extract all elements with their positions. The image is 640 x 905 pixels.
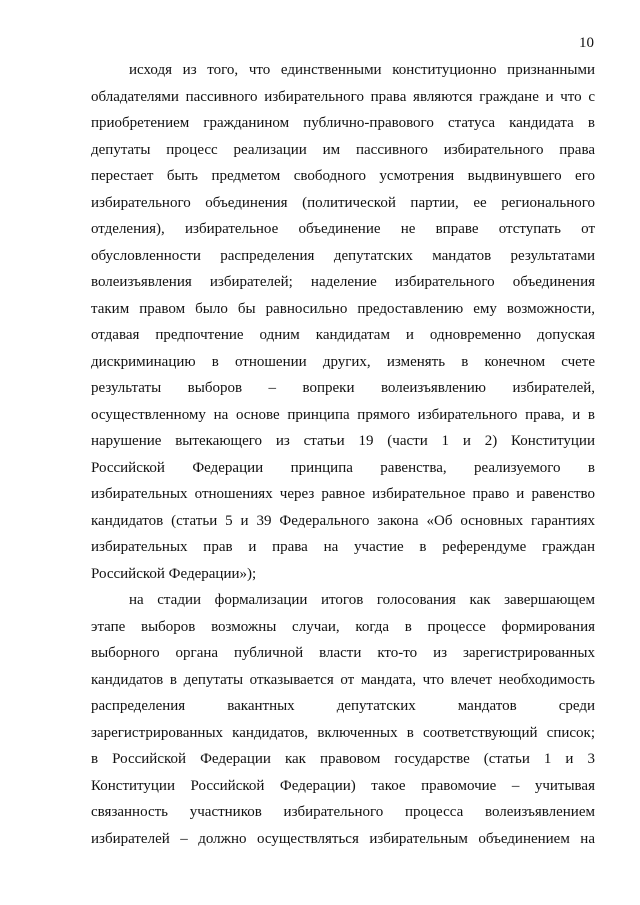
- text-line: осуществленному на основе принципа прямого избирательного права, и в: [91, 406, 595, 423]
- text-line: Российской Федерации принципа равенства, реализуемого в: [91, 459, 595, 476]
- text-line: зарегистрированных кандидатов, включенных в соответствующий список;: [91, 724, 595, 741]
- text-line: волеизъявления избирателей; наделение избирательного объединения: [91, 274, 595, 290]
- text-line: обусловленности распределения депутатских мандатов результатами: [91, 247, 595, 264]
- text-line: нарушение вытекающего из статьи 19 (части 1 и 2) Конституции: [91, 433, 595, 449]
- text-line: этапе выборов возможны случаи, когда в процессе формирования: [91, 618, 595, 635]
- text-line: выборного органа публичной власти кто-то из зарегистрированных: [91, 645, 595, 661]
- paragraph-1: [91, 57, 595, 587]
- text-line: отдавая предпочтение одним кандидатам и одновременно допуская: [91, 327, 595, 343]
- document-body: [91, 57, 595, 852]
- text-line: результаты выборов – вопреки волеизъявлению избирателей,: [91, 380, 595, 396]
- text-line: распределения вакантных депутатских мандатов среди: [91, 698, 595, 714]
- text-line: Конституции Российской Федерации) такое правомочие – учитывая: [91, 777, 595, 794]
- text-line: кандидатов в депутаты отказывается от мандата, что влечет необходимость: [91, 671, 595, 688]
- text-line: избирательных отношениях через равное избирательное право и равенство: [91, 486, 595, 502]
- text-line: Российской Федерации»);: [91, 565, 257, 582]
- text-line: избирателей – должно осуществляться избирательным объединением на: [91, 830, 595, 847]
- text-line: кандидатов (статьи 5 и 39 Федерального закона «Об основных гарантиях: [91, 512, 595, 529]
- text-line: избирательных прав и права на участие в референдуме граждан: [91, 539, 595, 555]
- text-line: перестает быть предметом свободного усмотрения выдвинувшего его: [91, 168, 595, 184]
- page-number: 10: [579, 35, 594, 51]
- text-line: избирательного объединения (политической партии, ее регионального: [91, 194, 595, 211]
- text-line: на стадии формализации итогов голосования как завершающем: [129, 592, 595, 608]
- text-line: приобретением гражданином публично-правового статуса кандидата в: [91, 115, 595, 131]
- text-line: исходя из того, что единственными конституционно признанными: [129, 62, 595, 78]
- text-line: дискриминацию в отношении других, изменять в конечном счете: [91, 353, 595, 370]
- text-line: обладателями пассивного избирательного права являются граждане и что с: [91, 88, 595, 105]
- text-line: в Российской Федерации как правовом государстве (статьи 1 и 3: [91, 751, 595, 767]
- text-line: таким правом было бы равносильно предоставлению ему возможности,: [91, 300, 595, 317]
- paragraph-2: [91, 587, 595, 852]
- text-line: отделения), избирательное объединение не вправе отступать от: [91, 221, 595, 237]
- text-line: связанность участников избирательного процесса волеизъявлением: [91, 804, 595, 820]
- text-line: депутаты процесс реализации им пассивного избирательного права: [91, 141, 595, 158]
